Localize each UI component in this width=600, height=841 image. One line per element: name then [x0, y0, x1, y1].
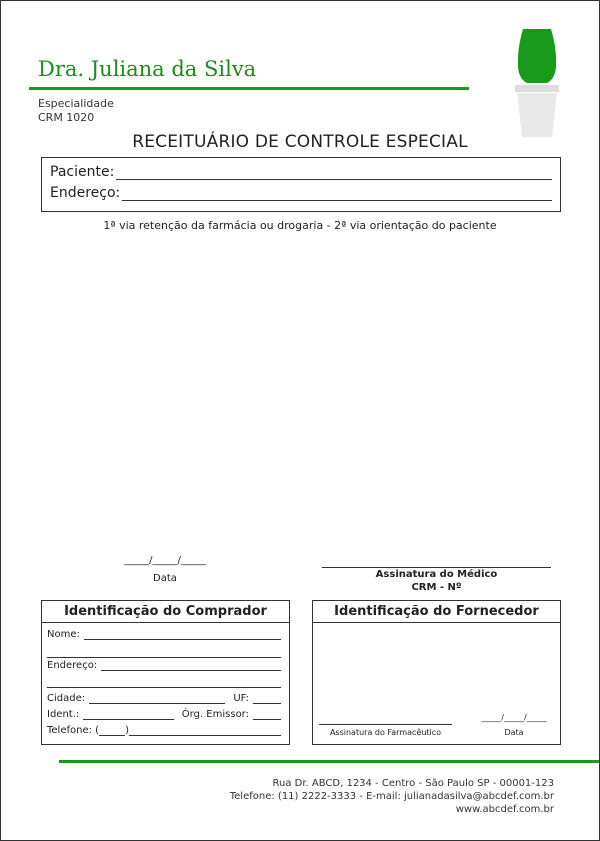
- buyer-id-line[interactable]: [83, 709, 174, 720]
- buyer-city-label: Cidade:: [47, 693, 86, 704]
- footer-rule: [59, 760, 599, 763]
- buyer-title-rule: [42, 622, 289, 623]
- doctor-signature-label: Assinatura do Médico: [375, 569, 498, 580]
- supplier-title: Identificação do Fornecedor: [334, 604, 539, 619]
- doctor-signature-line[interactable]: [322, 567, 551, 568]
- patient-address-line[interactable]: [122, 186, 552, 201]
- buyer-issuer-label: Órg. Emissor:: [181, 709, 249, 720]
- buyer-id-label: Ident.:: [47, 709, 80, 720]
- buyer-name-line-2[interactable]: [47, 647, 281, 658]
- buyer-title: Identificação do Comprador: [64, 604, 267, 619]
- header-rule: [29, 87, 469, 90]
- footer-website[interactable]: www.abcdef.com.br: [455, 804, 554, 815]
- buyer-address-line[interactable]: [101, 660, 281, 671]
- buyer-box: [41, 600, 290, 745]
- crm-number: CRM 1020: [38, 111, 95, 124]
- buyer-issuer-line[interactable]: [253, 709, 281, 720]
- buyer-city-line[interactable]: [89, 693, 225, 704]
- patient-address-label: Endereço:: [50, 185, 121, 201]
- tooth-icon: [511, 27, 563, 139]
- date-label: Data: [153, 573, 177, 584]
- buyer-phone-area-line[interactable]: [99, 725, 125, 736]
- patient-address-row: [50, 185, 552, 201]
- buyer-name-label: Nome:: [47, 629, 80, 640]
- specialty: Especialidade: [38, 97, 114, 110]
- pharmacist-signature-line[interactable]: [319, 724, 452, 725]
- via-note: 1ª via retenção da farmácia ou drogaria - 2ª via orientação do paciente: [103, 219, 497, 232]
- buyer-address-row-2: [47, 677, 281, 688]
- supplier-date-blank[interactable]: _____/_____/_____: [481, 713, 547, 722]
- buyer-phone-line[interactable]: [129, 725, 281, 736]
- crm-label: CRM - Nº: [411, 582, 462, 593]
- doctor-name: Dra. Juliana da Silva: [38, 57, 257, 81]
- supplier-date-label: Data: [504, 728, 524, 737]
- patient-box: [41, 157, 561, 212]
- form-title: RECEITUÁRIO DE CONTROLE ESPECIAL: [132, 132, 468, 152]
- buyer-city-row: [47, 693, 281, 704]
- supplier-box: [312, 600, 561, 745]
- buyer-address-label: Endereço:: [47, 660, 98, 671]
- buyer-address-row: [47, 660, 281, 671]
- footer-address: Rua Dr. ABCD, 1234 - Centro - São Paulo SP - 00001-123: [272, 778, 554, 789]
- buyer-id-row: [47, 709, 281, 720]
- patient-name-line[interactable]: [116, 165, 552, 180]
- buyer-name-row: [47, 629, 281, 640]
- buyer-address-line-2[interactable]: [47, 677, 281, 688]
- buyer-phone-row: [47, 725, 281, 736]
- buyer-uf-line[interactable]: [253, 693, 281, 704]
- patient-name-row: [50, 164, 552, 180]
- supplier-title-rule: [313, 622, 560, 623]
- pharmacist-signature-label: Assinatura do Farmacêutico: [329, 728, 442, 737]
- footer-contact: Telefone: (11) 2222-3333 - E-mail: julianadasilva@abcdef.com.br: [229, 791, 554, 802]
- buyer-uf-label: UF:: [233, 693, 249, 704]
- buyer-phone-paren: ): [125, 725, 129, 736]
- buyer-name-row-2: [47, 647, 281, 658]
- date-blank[interactable]: _____/_____/_____: [124, 555, 206, 566]
- buyer-phone-label: Telefone: (: [47, 725, 100, 736]
- patient-name-label: Paciente:: [50, 164, 115, 180]
- buyer-name-line[interactable]: [84, 629, 281, 640]
